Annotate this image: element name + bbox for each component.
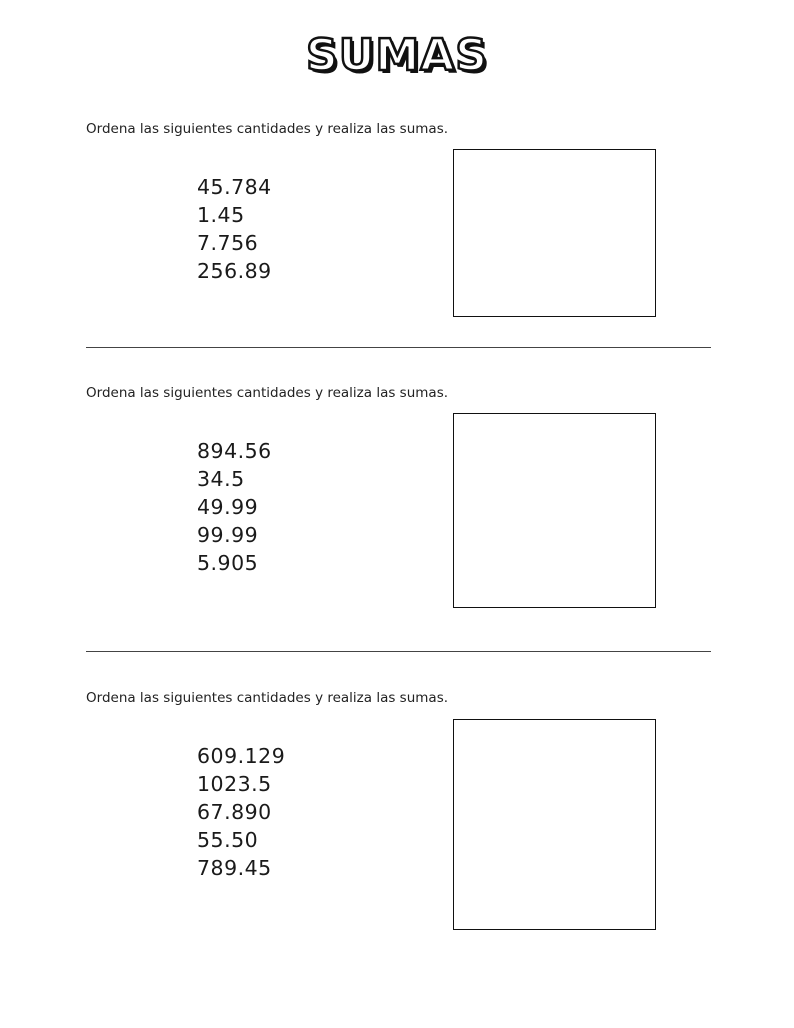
exercise-1-number-list [197, 173, 272, 285]
number-item: 789.45 [197, 856, 272, 880]
exercise-3-answer-box[interactable] [453, 719, 656, 930]
number-item: 55.50 [197, 828, 259, 852]
number-item: 1.45 [197, 203, 245, 227]
exercise-3-instruction: Ordena las siguientes cantidades y realiza las sumas. [86, 690, 449, 706]
number-item: 894.56 [197, 439, 272, 463]
exercise-2-answer-box[interactable] [453, 413, 656, 608]
number-item: 49.99 [197, 495, 259, 519]
exercise-2-instruction: Ordena las siguientes cantidades y realiza las sumas. [86, 385, 449, 401]
number-item: 67.890 [197, 800, 272, 824]
exercise-1-instruction: Ordena las siguientes cantidades y realiza las sumas. [86, 121, 449, 137]
exercise-3-number-list [197, 742, 285, 882]
section-divider [86, 347, 711, 348]
number-item: 1023.5 [197, 772, 272, 796]
page-title: SUMAS [306, 30, 488, 81]
number-item: 7.756 [197, 231, 259, 255]
section-divider [86, 651, 711, 652]
number-item: 34.5 [197, 467, 245, 491]
number-item: 256.89 [197, 259, 272, 283]
number-item: 609.129 [197, 744, 286, 768]
exercise-2-number-list [197, 437, 272, 577]
number-item: 45.784 [197, 175, 272, 199]
exercise-1-answer-box[interactable] [453, 149, 656, 317]
number-item: 5.905 [197, 551, 259, 575]
number-item: 99.99 [197, 523, 259, 547]
